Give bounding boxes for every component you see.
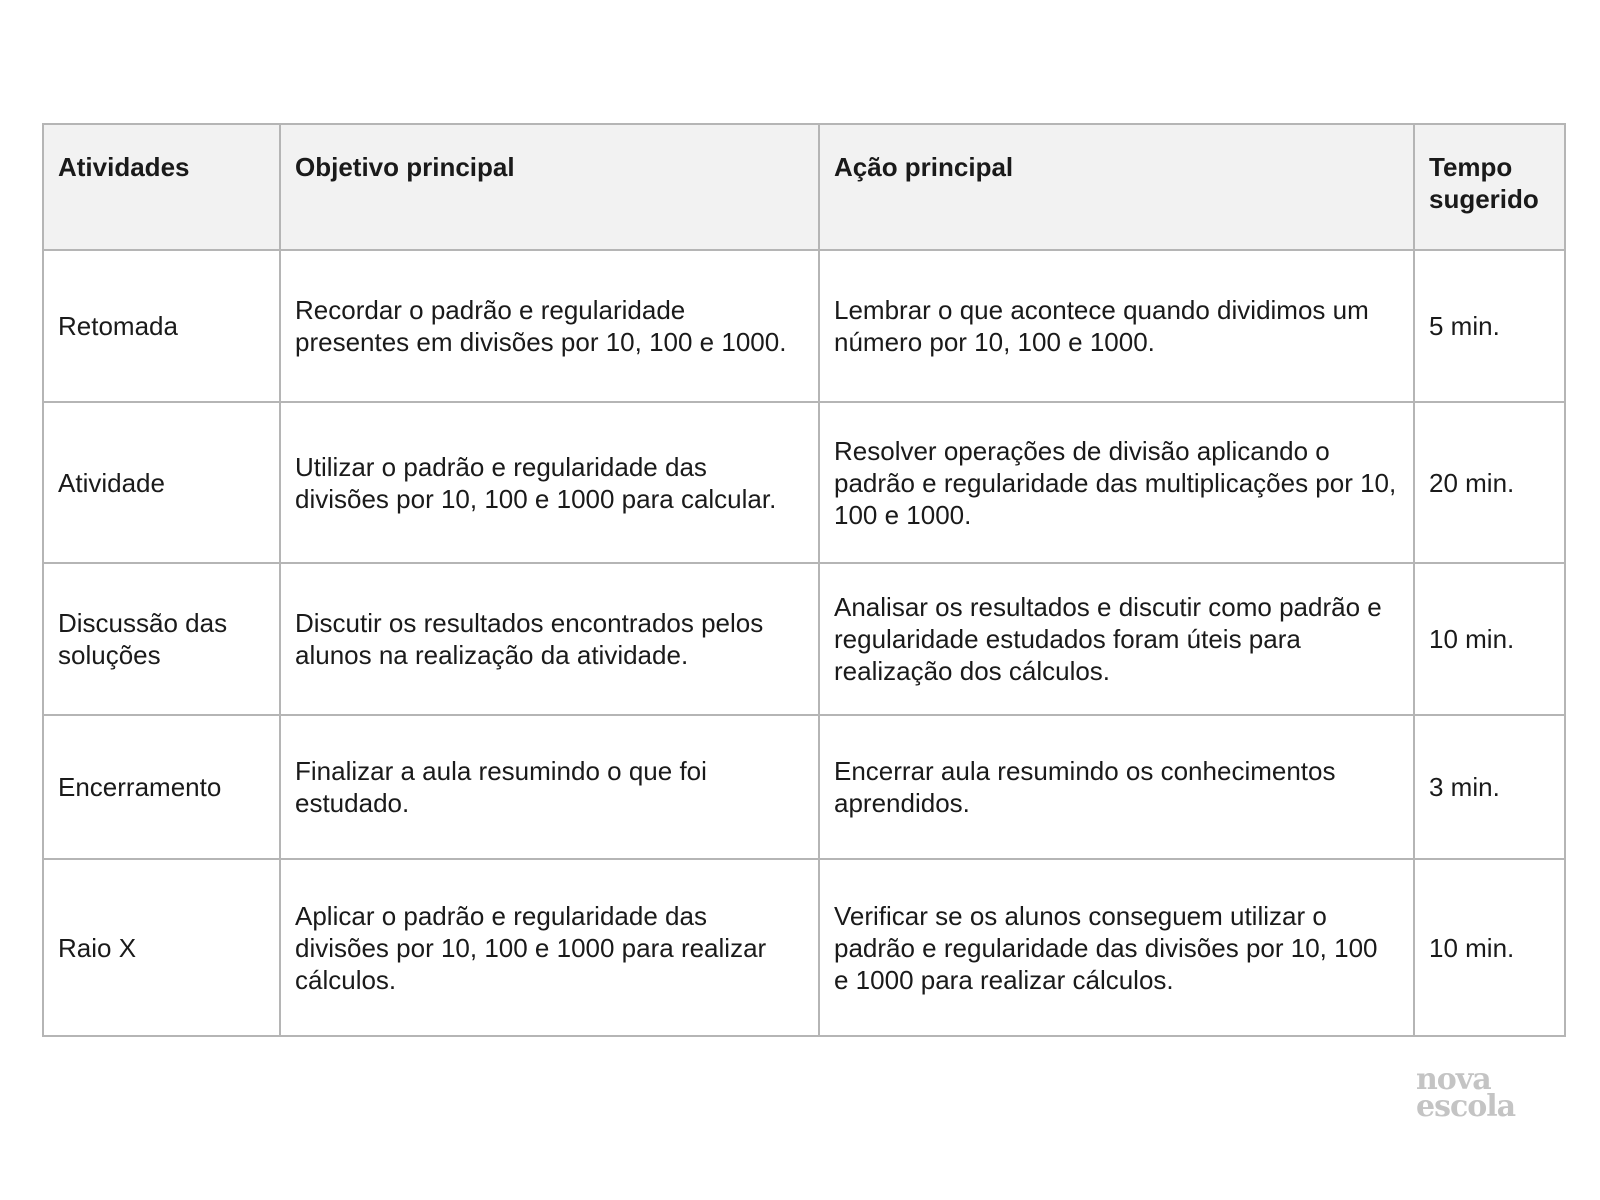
table-row: [43, 859, 1565, 1036]
cell-objetivo: Utilizar o padrão e regularidade das divisões por 10, 100 e 1000 para calcular.: [280, 402, 819, 563]
header-tempo: Tempo sugerido: [1414, 124, 1565, 250]
logo-line-2: escola: [1416, 1089, 1516, 1124]
cell-atividade: Retomada: [43, 250, 280, 402]
cell-acao: Encerrar aula resumindo os conhecimentos aprendidos.: [819, 715, 1414, 859]
cell-objetivo: Finalizar a aula resumindo o que foi estudado.: [280, 715, 819, 859]
cell-tempo: 5 min.: [1414, 250, 1565, 402]
table-row: [43, 563, 1565, 715]
cell-tempo: 3 min.: [1414, 715, 1565, 859]
nova-escola-logo: [1416, 1062, 1516, 1124]
lesson-plan-table: [42, 123, 1566, 1037]
cell-acao: Analisar os resultados e discutir como padrão e regularidade estudados foram úteis para realização dos cálculos.: [819, 563, 1414, 715]
cell-atividade: Encerramento: [43, 715, 280, 859]
cell-tempo: 10 min.: [1414, 859, 1565, 1036]
cell-acao: Resolver operações de divisão aplicando o padrão e regularidade das multiplicações por 10, 100 e 1000.: [819, 402, 1414, 563]
table-row: [43, 715, 1565, 859]
cell-atividade: Discussão das soluções: [43, 563, 280, 715]
cell-atividade: Raio X: [43, 859, 280, 1036]
header-objetivo: Objetivo principal: [280, 124, 819, 250]
logo-line-1: nova: [1416, 1062, 1491, 1097]
cell-objetivo: Discutir os resultados encontrados pelos alunos na realização da atividade.: [280, 563, 819, 715]
cell-objetivo: Recordar o padrão e regularidade presentes em divisões por 10, 100 e 1000.: [280, 250, 819, 402]
cell-atividade: Atividade: [43, 402, 280, 563]
cell-tempo: 20 min.: [1414, 402, 1565, 563]
header-acao: Ação principal: [819, 124, 1414, 250]
cell-tempo: 10 min.: [1414, 563, 1565, 715]
table-header-row: [43, 124, 1565, 250]
table-row: [43, 402, 1565, 563]
table-row: [43, 250, 1565, 402]
cell-acao: Verificar se os alunos conseguem utilizar o padrão e regularidade das divisões por 10, 100 e 1000 para realizar cálculos.: [819, 859, 1414, 1036]
cell-objetivo: Aplicar o padrão e regularidade das divisões por 10, 100 e 1000 para realizar cálculos.: [280, 859, 819, 1036]
header-atividades: Atividades: [43, 124, 280, 250]
cell-acao: Lembrar o que acontece quando dividimos um número por 10, 100 e 1000.: [819, 250, 1414, 402]
